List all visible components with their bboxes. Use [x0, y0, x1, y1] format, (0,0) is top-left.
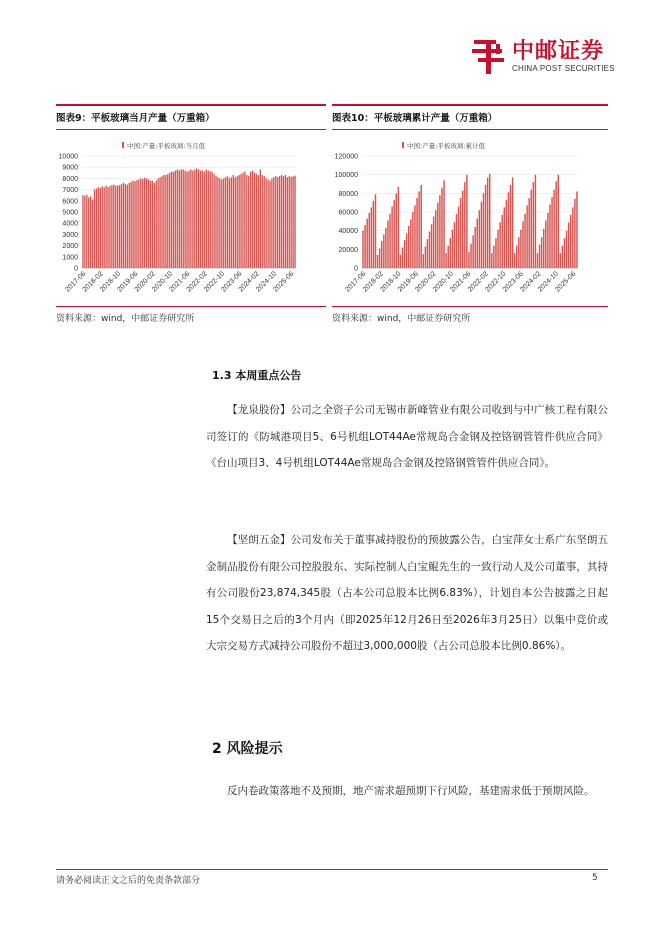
bar [154, 183, 155, 268]
bar [566, 231, 567, 268]
bar [574, 199, 575, 268]
bar [84, 196, 85, 268]
bar [427, 239, 428, 268]
bar [504, 207, 505, 268]
x-tick-label: 2019-06 [116, 270, 140, 294]
figure-bottom-rule-right [332, 306, 608, 307]
bar [391, 206, 392, 268]
bar [396, 193, 397, 268]
page-number: 5 [592, 873, 598, 883]
y-tick-label: 120000 [334, 153, 358, 161]
x-tick-label: 2020-10 [431, 270, 455, 294]
bar [572, 207, 573, 268]
bar [119, 185, 120, 268]
bar [456, 214, 457, 268]
bar [242, 173, 243, 268]
bar [121, 184, 122, 268]
bar [188, 171, 189, 268]
figure-top-rule-left [56, 104, 326, 106]
bar [379, 248, 380, 268]
figure-top-rule-right [332, 104, 608, 106]
x-tick-label: 2023-06 [501, 270, 525, 294]
bar [138, 180, 139, 268]
bar [165, 175, 166, 268]
bar [381, 241, 382, 268]
bar [111, 185, 112, 268]
bar [522, 221, 523, 268]
x-tick-label: 2019-06 [396, 270, 420, 294]
footer-disclaimer: 请务必阅读正文之后的免责条款部分 [56, 876, 201, 886]
x-tick-label: 2022-10 [484, 270, 508, 294]
footer-rule [56, 869, 608, 870]
bar [88, 197, 89, 268]
bar [491, 253, 492, 268]
bar [387, 220, 388, 268]
bar [543, 229, 544, 268]
bar [553, 190, 554, 268]
bar [130, 182, 131, 268]
bar [132, 181, 133, 268]
bar [485, 185, 486, 268]
bar [400, 254, 401, 268]
bar [439, 195, 440, 268]
figure-10-title: 图表10：平板玻璃累计产量（万重箱） [332, 113, 498, 124]
announcement-jianlang [206, 527, 608, 660]
bar [127, 185, 128, 268]
bar [425, 247, 426, 268]
bar [264, 176, 265, 268]
bar [460, 198, 461, 268]
x-tick-label: 2022-10 [202, 270, 227, 294]
bar [454, 222, 455, 268]
y-tick-label: 60000 [338, 209, 358, 217]
bar [560, 253, 561, 268]
bar [433, 217, 434, 268]
x-tick-label: 2025-06 [272, 270, 296, 294]
bar [198, 169, 199, 268]
legend-label: 中国:产量:平板玻璃:累计值 [407, 142, 486, 150]
bar [441, 188, 442, 268]
bar [90, 196, 91, 268]
bar [246, 175, 247, 268]
bar [200, 171, 201, 268]
bar [489, 174, 490, 268]
bar [576, 191, 577, 268]
bar [221, 180, 222, 268]
bar [179, 171, 180, 268]
bar [258, 175, 259, 268]
bar [210, 171, 211, 268]
bar [447, 246, 448, 268]
y-tick-label: 9000 [62, 164, 78, 172]
bar [497, 230, 498, 268]
bar [437, 203, 438, 268]
logo-chinese-name: 中邮证券 [512, 39, 605, 64]
logo-english-name: CHINA POST SECURITIES [512, 64, 615, 73]
figure-9-source: 资料来源：wind，中邮证券研究所 [56, 314, 195, 324]
bar [194, 169, 195, 268]
bar [526, 205, 527, 268]
bar [362, 231, 363, 268]
bar [103, 187, 104, 268]
bar [508, 192, 509, 268]
bar [285, 175, 286, 268]
bar [435, 210, 436, 268]
bar [150, 181, 151, 268]
bar [481, 202, 482, 268]
y-tick-label: 20000 [338, 246, 358, 254]
bar [402, 247, 403, 268]
y-tick-label: 40000 [338, 228, 358, 236]
bar [373, 201, 374, 268]
x-tick-label: 2024-02 [237, 270, 261, 294]
bar [506, 200, 507, 268]
bar [256, 174, 257, 268]
bar [206, 169, 207, 268]
bar [217, 177, 218, 268]
bar [493, 246, 494, 268]
china-post-logo-icon [470, 36, 508, 76]
cumulative-output-chart [332, 136, 608, 302]
bar [291, 177, 292, 268]
bar [510, 185, 511, 268]
bar [183, 169, 184, 268]
y-tick-label: 5000 [62, 209, 78, 217]
bar [470, 244, 471, 268]
bar [233, 175, 234, 268]
bar [152, 181, 153, 268]
bar [156, 181, 157, 268]
bar [184, 171, 185, 268]
bar [520, 230, 521, 268]
bar [248, 176, 249, 268]
bar [96, 188, 97, 268]
bar [450, 238, 451, 268]
bar [495, 238, 496, 268]
section-2-heading: 2 风险提示 [212, 741, 283, 757]
bar [273, 177, 274, 268]
bar [260, 169, 261, 268]
bar [115, 186, 116, 268]
bar [420, 185, 421, 268]
section-1-3-heading: 1.3 本周重点公告 [212, 369, 302, 382]
bar [364, 225, 365, 268]
risk-warning-text: 反内卷政策落地不及预期，地产需求超预期下行风险，基建需求低于预期风险。 [227, 785, 595, 797]
y-tick-label: 2000 [62, 243, 78, 251]
bar [487, 177, 488, 268]
bar [418, 191, 419, 268]
bar [136, 180, 137, 268]
x-tick-label: 2020-10 [150, 270, 175, 294]
bar [265, 178, 266, 268]
bar [452, 230, 453, 268]
bar [410, 219, 411, 268]
bar [416, 198, 417, 268]
y-tick-label: 8000 [62, 175, 78, 183]
bar [564, 238, 565, 268]
bar [148, 180, 149, 268]
bar [117, 186, 118, 268]
bar [468, 252, 469, 268]
figure-title-rule-right [332, 129, 608, 130]
bar [215, 176, 216, 268]
bar [483, 193, 484, 268]
bar [109, 186, 110, 268]
bar [167, 174, 168, 268]
bar [237, 176, 238, 268]
bar [389, 214, 390, 268]
bar [231, 177, 232, 268]
bar [429, 232, 430, 268]
bar [144, 178, 145, 268]
bar [208, 171, 209, 268]
y-tick-label: 10000 [58, 153, 78, 161]
bar [287, 177, 288, 268]
bar [123, 183, 124, 268]
bar [279, 176, 280, 268]
bar [267, 180, 268, 268]
y-tick-label: 4000 [62, 220, 78, 228]
bar [294, 176, 295, 268]
y-tick-label: 80000 [338, 190, 358, 198]
bar [181, 169, 182, 268]
bar [134, 181, 135, 268]
bar [514, 253, 515, 268]
bar [129, 183, 130, 268]
bar [443, 180, 444, 268]
bar [404, 240, 405, 268]
x-tick-label: 2017-06 [344, 270, 368, 294]
bar [190, 169, 191, 268]
monthly-output-chart [56, 136, 326, 302]
bar [229, 178, 230, 268]
bar [262, 175, 263, 268]
bar [562, 246, 563, 268]
bar [283, 176, 284, 268]
bar [555, 181, 556, 268]
bar [113, 185, 114, 268]
bar [238, 175, 239, 268]
risk-warning [206, 778, 608, 805]
figure-9-title: 图表9：平板玻璃当月产量（万重箱） [56, 113, 215, 124]
bar [171, 172, 172, 268]
bar [292, 176, 293, 268]
bar [240, 174, 241, 268]
bar [539, 245, 540, 268]
figure-title-rule-left [56, 129, 326, 130]
bar [528, 198, 529, 268]
bar [235, 177, 236, 268]
x-tick-label: 2021-06 [168, 270, 192, 294]
x-tick-label: 2022-02 [185, 270, 209, 294]
bar [464, 182, 465, 268]
bar [202, 171, 203, 268]
bar [163, 175, 164, 268]
bar [271, 178, 272, 268]
company-logo [470, 34, 620, 82]
bar [377, 255, 378, 268]
y-tick-label: 0 [74, 265, 78, 273]
bar [537, 253, 538, 268]
bar [462, 191, 463, 268]
y-tick-label: 1000 [62, 254, 78, 262]
bar [568, 222, 569, 268]
announcement-longquan [206, 397, 608, 477]
bar [192, 171, 193, 268]
bar [269, 181, 270, 268]
bar [175, 171, 176, 268]
bar [289, 176, 290, 268]
bar [159, 177, 160, 268]
x-tick-label: 2023-06 [220, 270, 244, 294]
bar [161, 176, 162, 268]
bar [477, 219, 478, 268]
bar [254, 173, 255, 268]
bar [549, 205, 550, 268]
bar [383, 234, 384, 268]
y-tick-label: 0 [354, 265, 358, 273]
bar [551, 197, 552, 268]
bar [82, 195, 83, 268]
bar [570, 215, 571, 268]
bar [169, 173, 170, 268]
bar [466, 175, 467, 268]
y-tick-label: 6000 [62, 198, 78, 206]
legend-swatch [122, 142, 124, 148]
bar [146, 178, 147, 268]
x-tick-label: 2024-10 [536, 270, 560, 294]
y-tick-label: 7000 [62, 187, 78, 195]
bar [512, 177, 513, 268]
bar [227, 176, 228, 268]
x-tick-label: 2021-06 [449, 270, 473, 294]
x-tick-label: 2020-02 [133, 270, 157, 294]
x-tick-label: 2024-02 [519, 270, 543, 294]
bar [547, 213, 548, 268]
bar [458, 206, 459, 268]
x-tick-label: 2018-02 [81, 270, 105, 294]
bar [524, 214, 525, 268]
bar [414, 205, 415, 268]
bar [107, 187, 108, 268]
legend-label: 中国:产量:平板玻璃:当月值 [127, 142, 206, 150]
bar [558, 175, 559, 268]
bar [385, 228, 386, 268]
bar [431, 224, 432, 268]
x-tick-label: 2024-10 [254, 270, 279, 294]
y-tick-label: 100000 [334, 172, 358, 180]
bar [275, 176, 276, 268]
bar [177, 169, 178, 268]
bar [535, 175, 536, 268]
bar [545, 220, 546, 268]
bar [86, 195, 87, 268]
bar [219, 178, 220, 268]
bar [474, 227, 475, 268]
x-tick-label: 2025-06 [554, 270, 578, 294]
bar [277, 177, 278, 268]
bar [406, 233, 407, 268]
bar [125, 184, 126, 268]
legend-swatch [402, 142, 404, 148]
bar [211, 172, 212, 268]
bar [499, 222, 500, 268]
bar [186, 172, 187, 268]
bar [518, 237, 519, 268]
bar [252, 171, 253, 268]
bar [173, 172, 174, 268]
bar [250, 172, 251, 268]
bar [531, 190, 532, 268]
bar [369, 213, 370, 268]
bar [472, 235, 473, 268]
bar [408, 226, 409, 268]
bar [157, 178, 158, 268]
bar [375, 194, 376, 268]
bar [94, 190, 95, 268]
bar [393, 200, 394, 268]
bar [196, 168, 197, 268]
bar [98, 187, 99, 268]
bar [501, 215, 502, 268]
bar [445, 253, 446, 268]
x-tick-label: 2020-02 [414, 270, 438, 294]
announcement-longquan-text: 【龙泉股份】公司之全资子公司无锡市新峰管业有限公司收到与中广核工程有限公司签订的《防城港项目5、6号机组LOT44Ae常规岛合金钢及控铬钢管管件供应合同》《台山项目3、4号机组LOT44Ae常规岛合金钢及控铬钢管管件供应合同》。 [206, 404, 608, 469]
bar [223, 178, 224, 268]
x-tick-label: 2018-10 [379, 270, 403, 294]
bar [244, 172, 245, 268]
bar [140, 178, 141, 268]
bar [105, 186, 106, 268]
figure-10-source: 资料来源：wind，中邮证券研究所 [332, 314, 471, 324]
bar [225, 177, 226, 268]
bar [541, 237, 542, 268]
x-tick-label: 2022-02 [466, 270, 490, 294]
x-tick-label: 2018-10 [98, 270, 123, 294]
bar [533, 182, 534, 268]
x-tick-label: 2018-02 [361, 270, 385, 294]
bar [423, 254, 424, 268]
bar [213, 174, 214, 268]
bar [281, 175, 282, 268]
bar [92, 200, 93, 268]
bar [102, 186, 103, 268]
bar [398, 187, 399, 268]
y-tick-label: 3000 [62, 231, 78, 239]
announcement-jianlang-text: 【坚朗五金】公司发布关于董事减持股份的预披露公告，白宝萍女士系广东坚朗五金制品股份有限公司控股股东、实际控制人白宝鲲先生的一致行动人及公司董事，其持有公司股份23,874,345股（占本公司总股本比例6.83%），计划自本公告披露之日起15个交易日之后的3个月内（即2025年12月26日至2026年3月25日）以集中竞价或大宗交易方式减持公司股份不超过3,000,000股（占公司总股本比例0.86%）。 [206, 534, 608, 652]
bar [516, 246, 517, 268]
bar [479, 210, 480, 268]
bar [366, 219, 367, 268]
bar [204, 172, 205, 268]
figure-bottom-rule-left [56, 306, 326, 307]
bar [412, 212, 413, 268]
bar [371, 207, 372, 268]
bar [142, 179, 143, 268]
x-tick-label: 2017-06 [64, 270, 88, 294]
bar [100, 188, 101, 268]
